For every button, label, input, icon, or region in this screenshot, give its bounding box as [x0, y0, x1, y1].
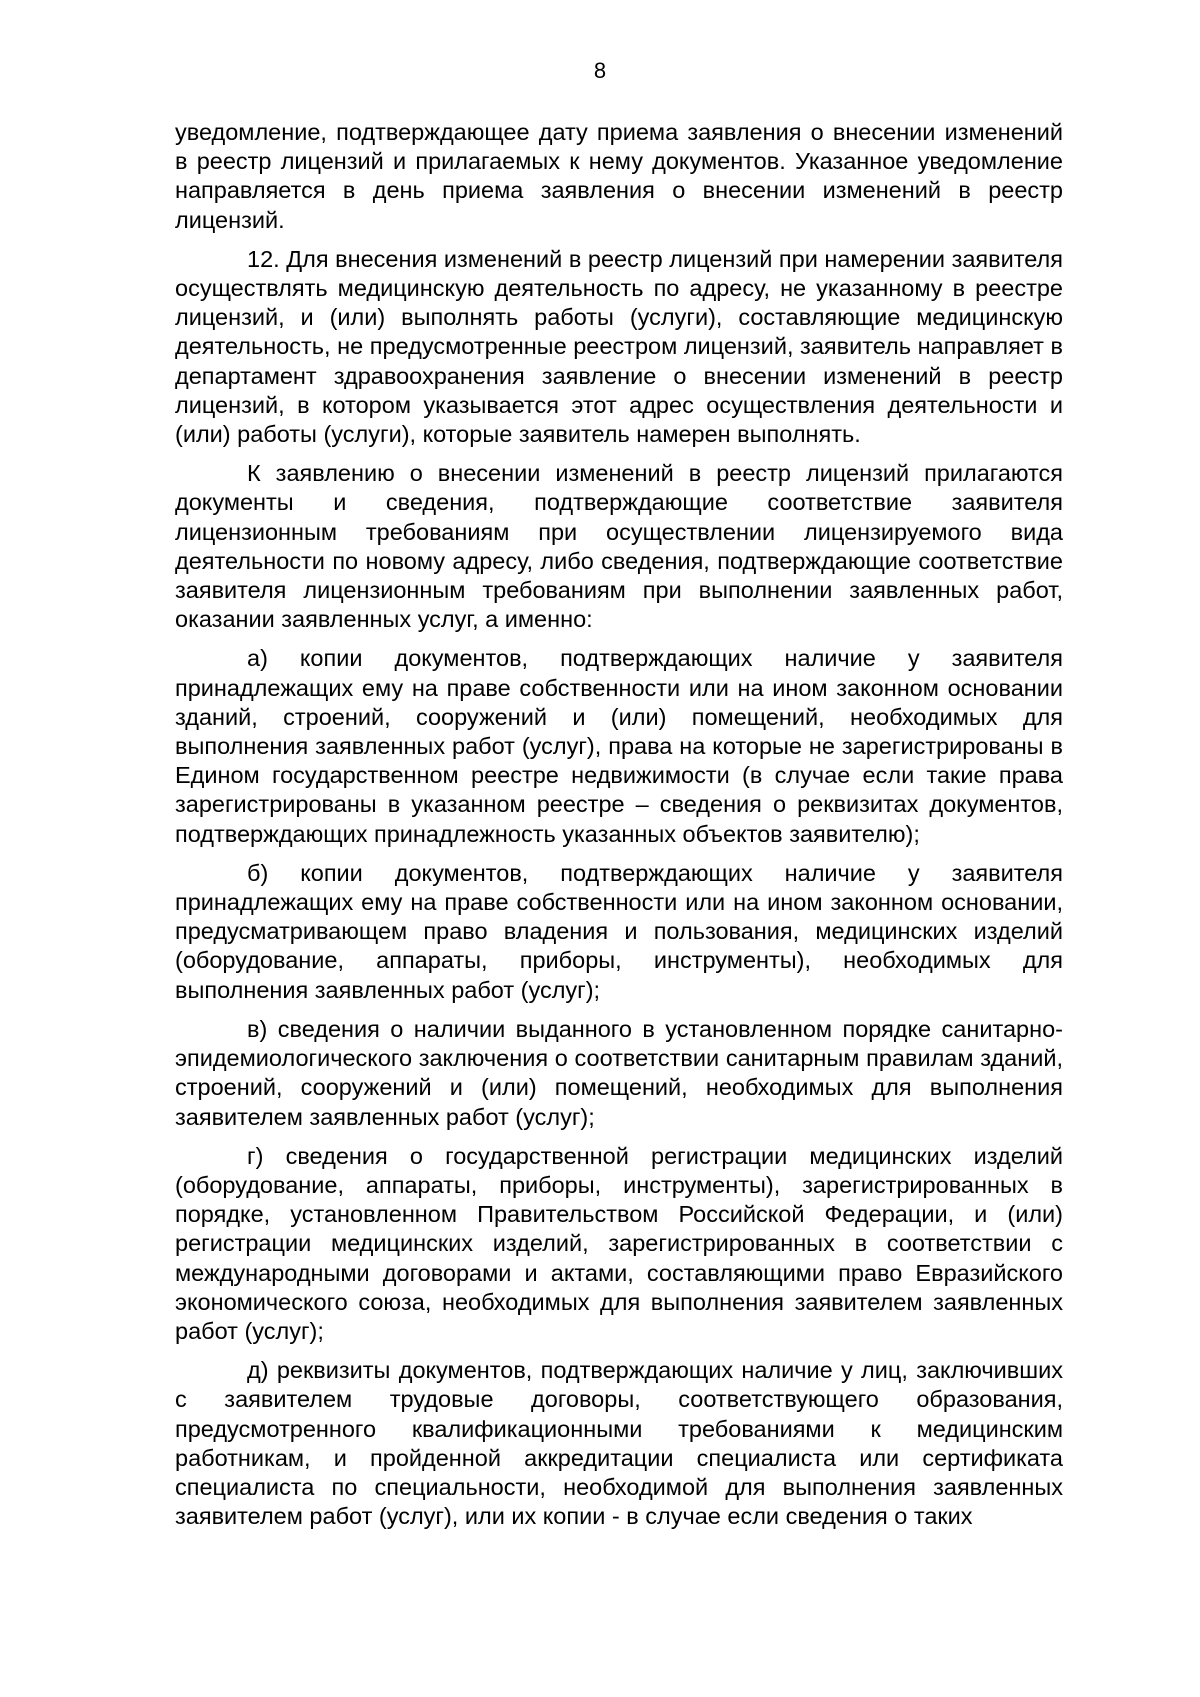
paragraph-item-12: 12. Для внесения изменений в реестр лицензий при намерении заявителя осуществлять медицинскую деятельность по адресу, не указанному в реестре лицензий, и (или) выполнять работы (услуги), составляющие медицинскую деятельность, не предусмотренные реестром лицензий, заявитель направляет в департамент здравоохранения заявление о внесении изменений в реестр лицензий, в котором указывается этот адрес осуществления деятельности и (или) работы (услуги), которые заявитель намерен выполнять. — [175, 245, 1063, 448]
paragraph-subitem-v: в) сведения о наличии выданного в установленном порядке санитарно-эпидемиологического заключения о соответствии санитарным правилам зданий, строений, сооружений и (или) помещений, необходимых для выполнения заявителем заявленных работ (услуг); — [175, 1015, 1063, 1130]
paragraph-subitem-a: а) копии документов, подтверждающих наличие у заявителя принадлежащих ему на праве собственности или на ином законном основании зданий, строений, сооружений и (или) помещений, необходимых для выполнения заявленных работ (услуг), права на которые не зарегистрированы в Едином государственном реестре недвижимости (в случае если такие права зарегистрированы в указанном реестре – сведения о реквизитах документов, подтверждающих принадлежность указанных объектов заявителю); — [175, 645, 1063, 847]
paragraph-subitem-g: г) сведения о государственной регистрации медицинских изделий (оборудование, аппараты, приборы, инструменты), зарегистрированных в порядке, установленном Правительством Российской Федерации, и (или) регистрации медицинских изделий, зарегистрированных в соответствии с международными договорами и актами, составляющими право Евразийского экономического союза, необходимых для выполнения заявителем заявленных работ (услуг); — [175, 1142, 1063, 1344]
paragraph-attachments: К заявлению о внесении изменений в реестр лицензий прилагаются документы и сведения, подтверждающие соответствие заявителя лицензионным требованиям при осуществлении лицензируемого вида деятельности по новому адресу, либо сведения, подтверждающие соответствие заявителя лицензионным требованиям при выполнении заявленных работ, оказании заявленных услуг, а именно: — [175, 460, 1063, 633]
paragraph-subitem-d: д) реквизиты документов, подтверждающих наличие у лиц, заключивших с заявителем трудовые договоры, соответствующего образования, предусмотренного квалификационными требованиями к медицинским работникам, и пройденной аккредитации специалиста или сертификата специалиста по специальности, необходимой для выполнения заявленных заявителем работ (услуг), или их копии - в случае если сведения о таких — [175, 1357, 1063, 1530]
document-body — [175, 118, 1063, 1541]
paragraph-notification: уведомление, подтверждающее дату приема заявления о внесении изменений в реестр лицензий и прилагаемых к нему документов. Указанное уведомление направляется в день приема заявления о внесении изменений в реестр лицензий. — [175, 119, 1063, 233]
page-number: 8 — [593, 58, 607, 83]
paragraph-subitem-b: б) копии документов, подтверждающих наличие у заявителя принадлежащих ему на праве собственности или на ином законном основании, предусматривающем право владения и пользования, медицинских изделий (оборудование, аппараты, приборы, инструменты), необходимых для выполнения заявленных работ (услуг); — [175, 859, 1063, 1003]
